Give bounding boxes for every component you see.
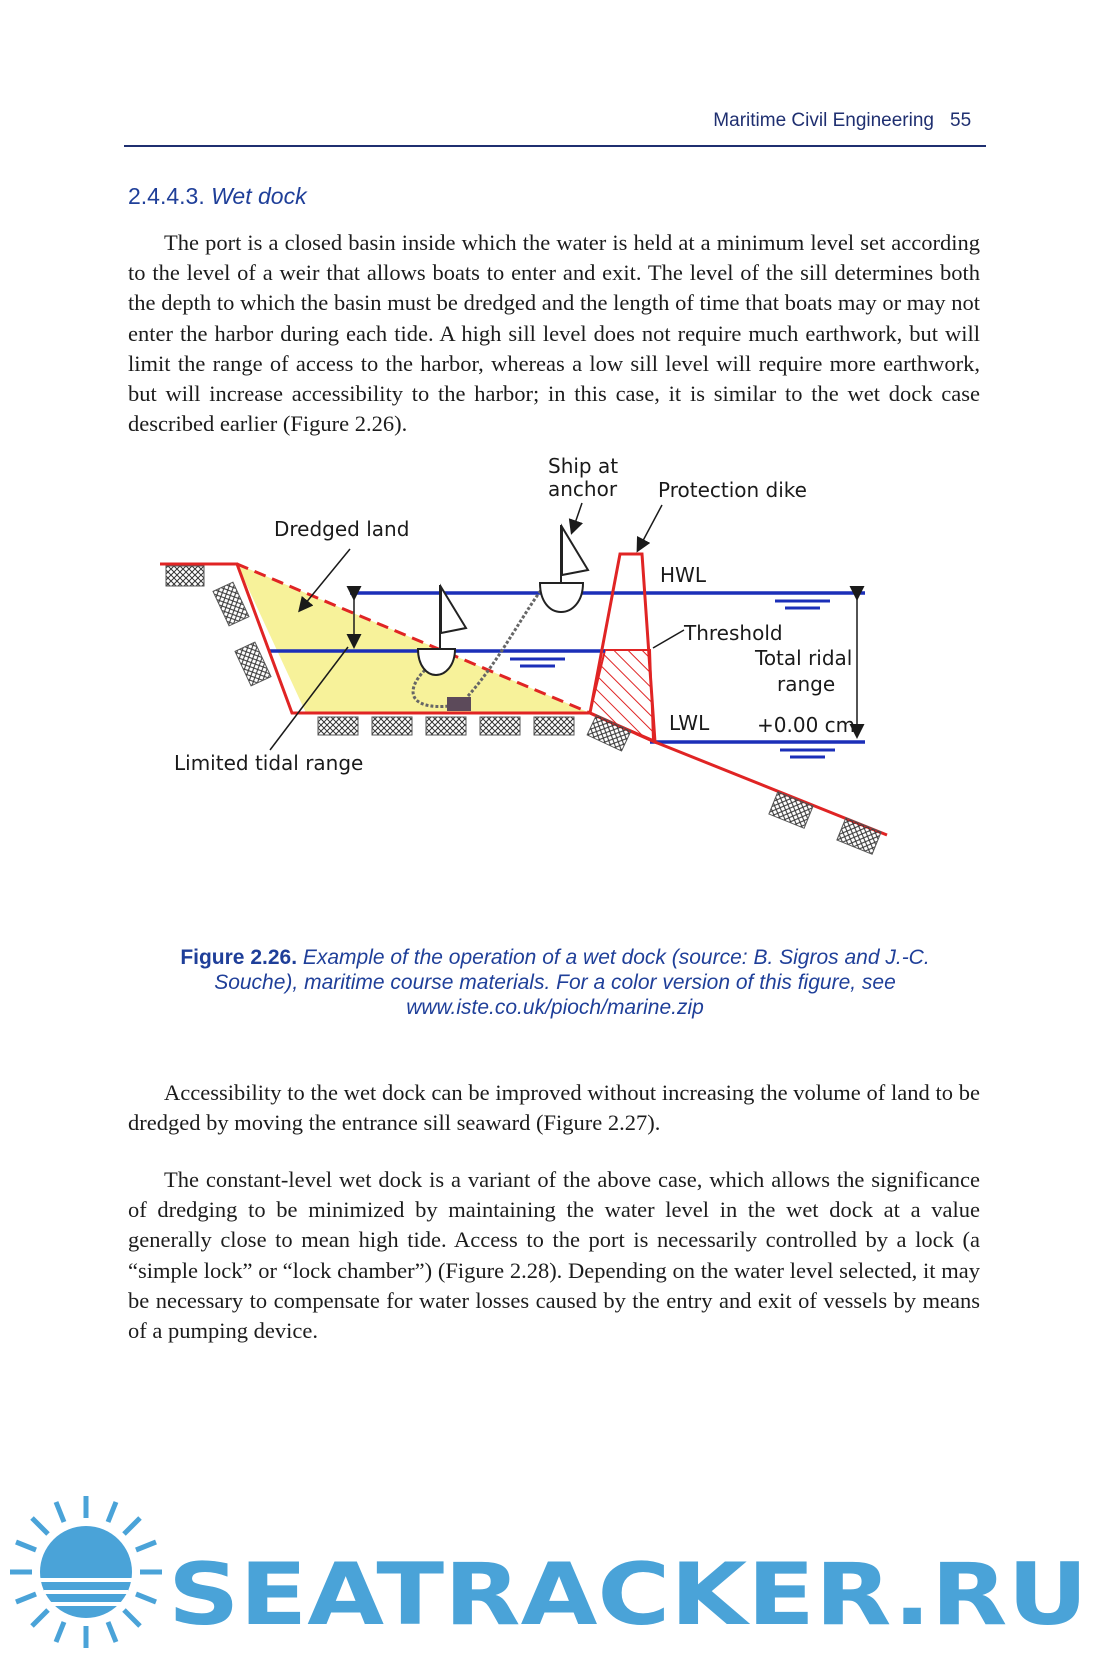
label-dredged-land: Dredged land xyxy=(274,517,410,541)
label-ship-line2: anchor xyxy=(548,477,618,501)
label-lwl: LWL xyxy=(669,711,710,735)
label-limited-tidal-range: Limited tidal range xyxy=(174,751,364,775)
section-number: 2.4.4.3. xyxy=(128,183,205,209)
section-title: Wet dock xyxy=(211,183,307,209)
watermark-graphic xyxy=(0,1480,1106,1659)
paragraph-2: Accessibility to the wet dock can be improved without increasing the volume of land to be dredged by moving the entrance sill seaward (Figure 2.27). xyxy=(128,1080,980,1136)
paragraph-1: The port is a closed basin inside which the water is held at a minimum level set according to the level of a weir that allows boats to enter and exit. The level of the sill determines both the depth to which the basin must be dredged and the length of time that boats may or may not enter the harbor during each tide. A high sill level does not require much earthwork, but will limit the range of access to the harbor, whereas a low sill level will require more earthwork, but will increase accessibility to the harbor; in this case, it is similar to the wet dock case described earlier (Figure 2.26). xyxy=(128,230,980,437)
wet-dock-figure xyxy=(150,454,960,920)
ship-at-anchor xyxy=(540,525,588,612)
watermark-text: SEATRACKER.RU xyxy=(168,1545,1088,1645)
label-total-line2: range xyxy=(777,672,836,696)
caption-label: Figure 2.26. xyxy=(180,946,298,969)
label-total-line1: Total ridal xyxy=(755,646,853,670)
label-ship-line1: Ship at xyxy=(548,454,619,478)
label-datum: +0.00 cm xyxy=(757,713,856,737)
wet-dock-diagram xyxy=(150,454,960,920)
watermark xyxy=(0,1480,1106,1659)
page-number: 55 xyxy=(950,110,972,131)
label-threshold: Threshold xyxy=(684,621,783,645)
header-rule xyxy=(124,145,986,147)
label-protection-dike: Protection dike xyxy=(658,478,807,502)
running-header-title: Maritime Civil Engineering xyxy=(713,110,934,131)
section-heading xyxy=(128,183,307,210)
sun-logo-icon xyxy=(10,1496,162,1648)
label-hwl: HWL xyxy=(660,563,706,587)
caption-text: Example of the operation of a wet dock (source: B. Sigros and J.-C. Souche), maritime course materials. For a color version of this figure, see www.iste.co.uk/pioch/marine.zip xyxy=(214,946,930,1019)
anchor-block xyxy=(447,697,471,711)
figure-caption xyxy=(150,945,960,1020)
paragraph-3: The constant-level wet dock is a variant of the above case, which allows the significance of dredging to be minimized by maintaining the water level in the wet dock at a value generally close to mean high tide. Access to the port is necessarily controlled by a lock (a “simple lock” or “lock chamber”) (Figure 2.28). Depending on the water level selected, it may be necessary to compensate for water losses caused by the entry and exit of vessels by means of a pumping device. xyxy=(128,1167,980,1344)
